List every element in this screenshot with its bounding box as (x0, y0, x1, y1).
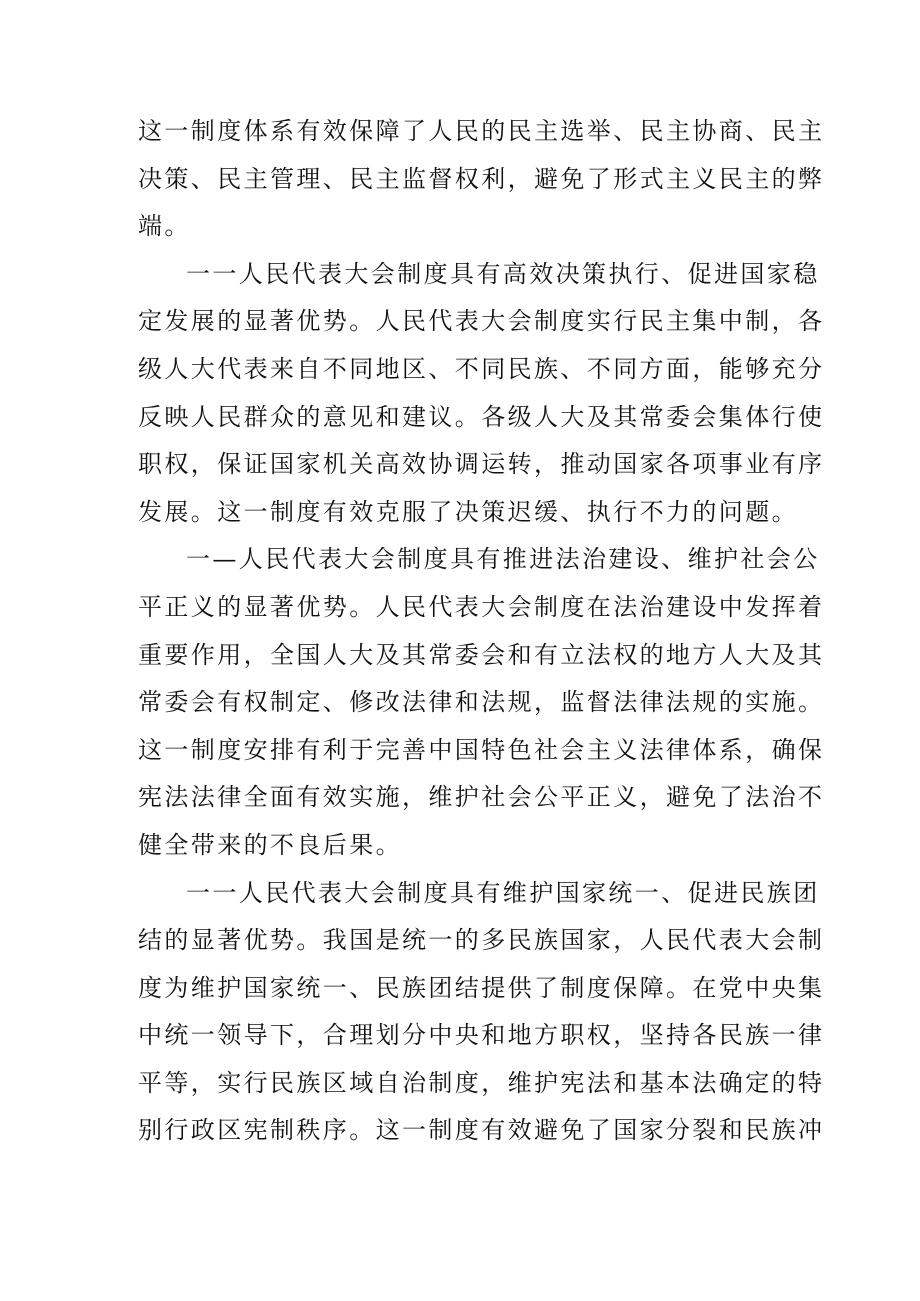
text-line: 中统一领导下，合理划分中央和地方职权，坚持各民族一律 (138, 1021, 825, 1050)
text-line: 这一制度体系有效保障了人民的民主选举、民主协商、民主 (138, 117, 825, 145)
text-line: 发展。这一制度有效克服了决策迟缓、执行不力的问题。 (138, 497, 798, 526)
text-line: 结的显著优势。我国是统一的多民族国家，人民代表大会制 (138, 926, 825, 955)
text-line: 健全带来的不良后果。 (138, 830, 402, 859)
document-body (138, 108, 825, 1155)
text-line: 决策、民主管理、民主监督权利，避免了形式主义民主的弊 (138, 164, 825, 193)
text-line: 端。 (138, 212, 191, 241)
text-line: 重要作用，全国人大及其常委会和有立法权的地方人大及其 (138, 640, 825, 669)
text-line: 这一制度安排有利于完善中国特色社会主义法律体系，确保 (138, 735, 825, 764)
text-line: 定发展的显著优势。人民代表大会制度实行民主集中制，各 (138, 307, 825, 336)
text-line: 平正义的显著优势。人民代表大会制度在法治建设中发挥着 (138, 592, 825, 621)
text-line: 平等，实行民族区域自治制度，维护宪法和基本法确定的特 (138, 1068, 825, 1097)
text-line: 别行政区宪制秩序。这一制度有效避免了国家分裂和民族冲 (138, 1116, 825, 1145)
text-line: 度为维护国家统一、民族团结提供了制度保障。在党中央集 (138, 973, 825, 1002)
text-line: 级人大代表来自不同地区、不同民族、不同方面，能够充分 (138, 354, 825, 383)
paragraph-first-line: 一一人民代表大会制度具有高效决策执行、促进国家稳 (186, 259, 820, 288)
text-line: 职权，保证国家机关高效协调运转，推动国家各项事业有序 (138, 450, 825, 479)
text-line: 常委会有权制定、修改法律和法规，监督法律法规的实施。 (138, 688, 825, 717)
text-line: 宪法法律全面有效实施，维护社会公平正义，避免了法治不 (138, 783, 825, 812)
paragraph-first-line: 一一人民代表大会制度具有维护国家统一、促进民族团 (186, 878, 820, 907)
text-line: 反映人民群众的意见和建议。各级人大及其常委会集体行使 (138, 402, 825, 431)
paragraph-first-line: 一—人民代表大会制度具有推进法治建设、维护社会公 (186, 545, 820, 574)
